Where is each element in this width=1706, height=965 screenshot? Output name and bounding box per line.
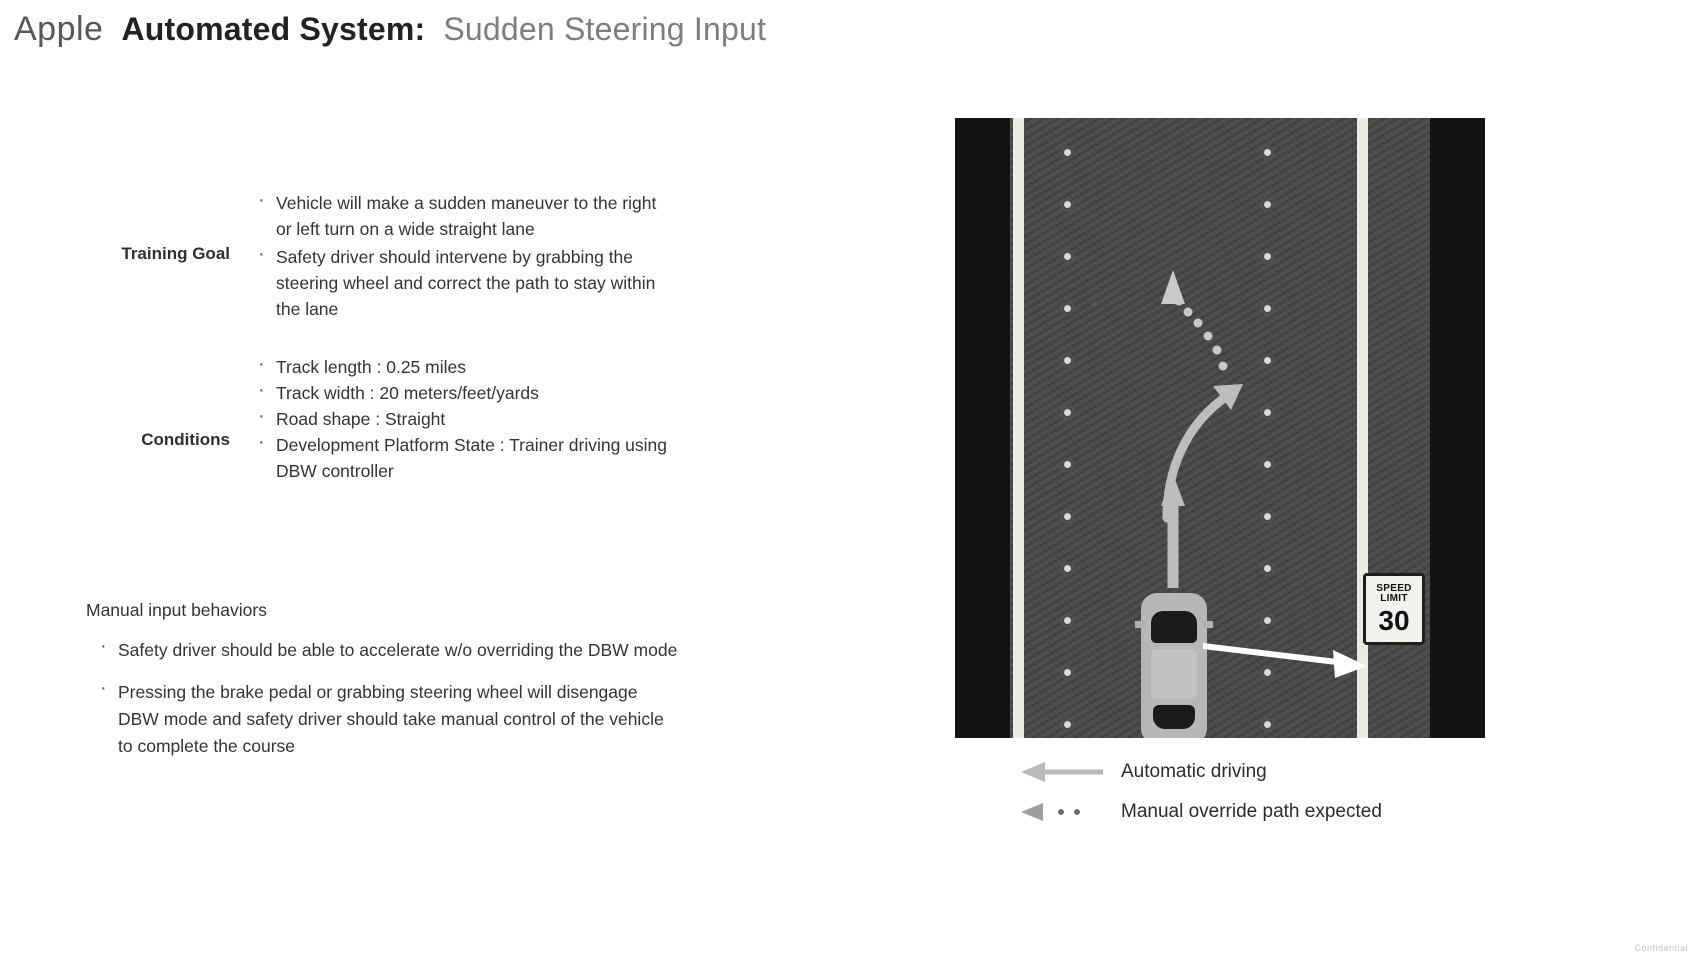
manual-input-heading: Manual input behaviors	[86, 600, 267, 620]
cone-marker	[1061, 614, 1074, 627]
cone-marker	[1261, 666, 1274, 679]
cone-marker	[1261, 354, 1274, 367]
cone-marker	[1061, 458, 1074, 471]
list-item: · Safety driver should intervene by grabbing the steering wheel and correct the path to stay within the lane	[252, 244, 676, 322]
solid-arrow-left-icon	[1015, 760, 1105, 784]
lane-edge-line-left	[1013, 118, 1024, 738]
cone-marker	[1261, 406, 1274, 419]
vehicle-roof	[1151, 649, 1197, 699]
legend-label-manual: Manual override path expected	[1121, 801, 1382, 822]
dotted-arrow-left-icon	[1015, 800, 1105, 824]
list-item: · Development Platform State : Trainer driving using DBW controller	[252, 432, 676, 484]
cone-marker	[1061, 562, 1074, 575]
legend-row-manual	[1015, 800, 1485, 824]
vehicle-mirror-right	[1203, 621, 1213, 628]
list-item: · Pressing the brake pedal or grabbing steering wheel will disengage DBW mode and safety driver should take manual control of the vehicle to complete the course	[86, 679, 678, 760]
cone-marker	[1261, 510, 1274, 523]
list-item: · Vehicle will make a sudden maneuver to the right or left turn on a wide straight lane	[252, 190, 676, 242]
cone-marker	[1061, 146, 1074, 159]
cone-marker	[1061, 406, 1074, 419]
section-label-training-goal: Training Goal	[121, 244, 230, 263]
cone-marker	[1261, 562, 1274, 575]
cone-marker	[1061, 198, 1074, 211]
training-goal-list	[252, 190, 676, 324]
cone-marker	[1061, 510, 1074, 523]
section-label-conditions: Conditions	[141, 430, 230, 449]
cone-marker-column-left	[1061, 118, 1077, 738]
conditions-list	[252, 354, 676, 484]
list-item: · Track length : 0.25 miles	[252, 354, 676, 380]
legend-label-automatic: Automatic driving	[1121, 761, 1267, 782]
cone-marker	[1261, 458, 1274, 471]
vehicle-mirror-left	[1135, 621, 1145, 628]
sign-line-2: LIMIT	[1380, 592, 1408, 604]
cone-marker-column-right	[1261, 118, 1277, 738]
sign-line-1: SPEED	[1376, 582, 1412, 594]
diagram-legend	[1015, 760, 1485, 840]
cone-marker	[1261, 302, 1274, 315]
cone-marker	[1261, 198, 1274, 211]
list-item: · Road shape : Straight	[252, 406, 676, 432]
cone-marker	[1061, 666, 1074, 679]
speed-limit-sign	[1363, 573, 1425, 645]
vehicle-windshield	[1151, 611, 1197, 643]
cone-marker	[1261, 614, 1274, 627]
cone-marker	[1061, 718, 1074, 731]
vehicle-icon	[1137, 593, 1211, 738]
confidential-watermark: Confidential	[1634, 943, 1688, 953]
road-frame	[955, 118, 1485, 738]
track-diagram	[955, 118, 1485, 738]
manual-input-list	[86, 637, 686, 760]
section-training-goal	[0, 190, 830, 324]
page-header	[14, 10, 766, 49]
cone-marker	[1261, 146, 1274, 159]
legend-row-automatic	[1015, 760, 1485, 784]
list-item: · Safety driver should be able to accelerate w/o overriding the DBW mode	[86, 637, 678, 664]
content-left	[0, 190, 830, 514]
lane-edge-line-right	[1357, 118, 1368, 738]
manual-input-behaviors	[86, 600, 686, 775]
page-title-bold: Automated System:	[121, 11, 426, 47]
vehicle-rear-window	[1153, 705, 1195, 729]
page-title-light: Sudden Steering Input	[443, 11, 767, 47]
cone-marker	[1261, 718, 1274, 731]
cone-marker	[1061, 250, 1074, 263]
section-conditions	[0, 354, 830, 484]
sign-speed-value: 30	[1378, 604, 1410, 636]
cone-marker	[1261, 250, 1274, 263]
list-item: · Track width : 20 meters/feet/yards	[252, 380, 676, 406]
cone-marker	[1061, 302, 1074, 315]
cone-marker	[1061, 354, 1074, 367]
brand-label: Apple	[14, 10, 104, 48]
